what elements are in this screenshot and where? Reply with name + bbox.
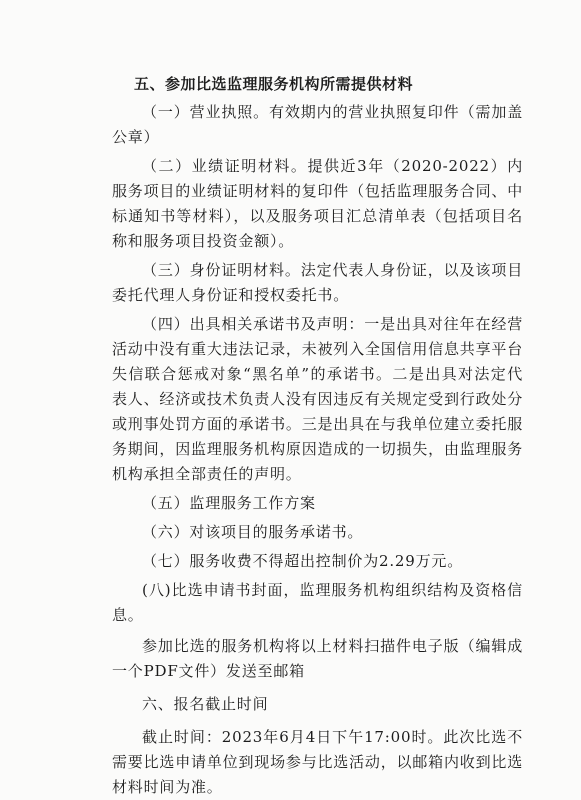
item-7-service-fee: （七）服务收费不得超出控制价为2.29万元。 xyxy=(142,552,464,570)
deadline-text: 截止时间：2023年6月4日下午17:00时。此次比选不需要比选申请单位到现场参与比选活动，以邮箱内收到比选材料时间为准。 xyxy=(112,728,523,796)
section-heading-6: 六、报名截止时间 xyxy=(142,695,269,713)
item-1-business-license: （一）营业执照。有效期内的营业执照复印件（需加盖公章） xyxy=(112,103,523,146)
item-8-application-cover: (八)比选申请书封面，监理服务机构组织结构及资格信息。 xyxy=(112,581,523,624)
section-heading-5: 五、参加比选监理服务机构所需提供材料 xyxy=(134,75,414,93)
item-4-commitment-statements: （四）出具相关承诺书及声明：一是出具对往年在经营活动中没有重大违法记录，未被列入全国信用信息共享平台失信联合惩戒对象“黑名单”的承诺书。二是出具对法定代表人、经济或技术负责人没有因违反有关规定受到行政处分或刑事处罚方面的承诺书。三是出具在与我单位建立委托服务期间，因监理服务机构原因造成的一切损失，由监理服务机构承担全部责任的声明。 xyxy=(112,315,523,483)
item-2-performance-materials: （二）业绩证明材料。提供近3年（2020-2022）内服务项目的业绩证明材料的复印件（包括监理服务合同、中标通知书等材料），以及服务项目汇总清单表（包括项目名称和服务项目投资金额）。 xyxy=(112,157,523,250)
submission-note: 参加比选的服务机构将以上材料扫描件电子版（编辑成一个PDF文件）发送至邮箱 xyxy=(112,637,523,680)
item-6-service-commitment: （六）对该项目的服务承诺书。 xyxy=(142,523,364,541)
item-3-identity-materials: （三）身份证明材料。法定代表人身份证，以及该项目委托代理人身份证和授权委托书。 xyxy=(112,261,523,304)
item-5-work-plan: （五）监理服务工作方案 xyxy=(142,494,316,512)
